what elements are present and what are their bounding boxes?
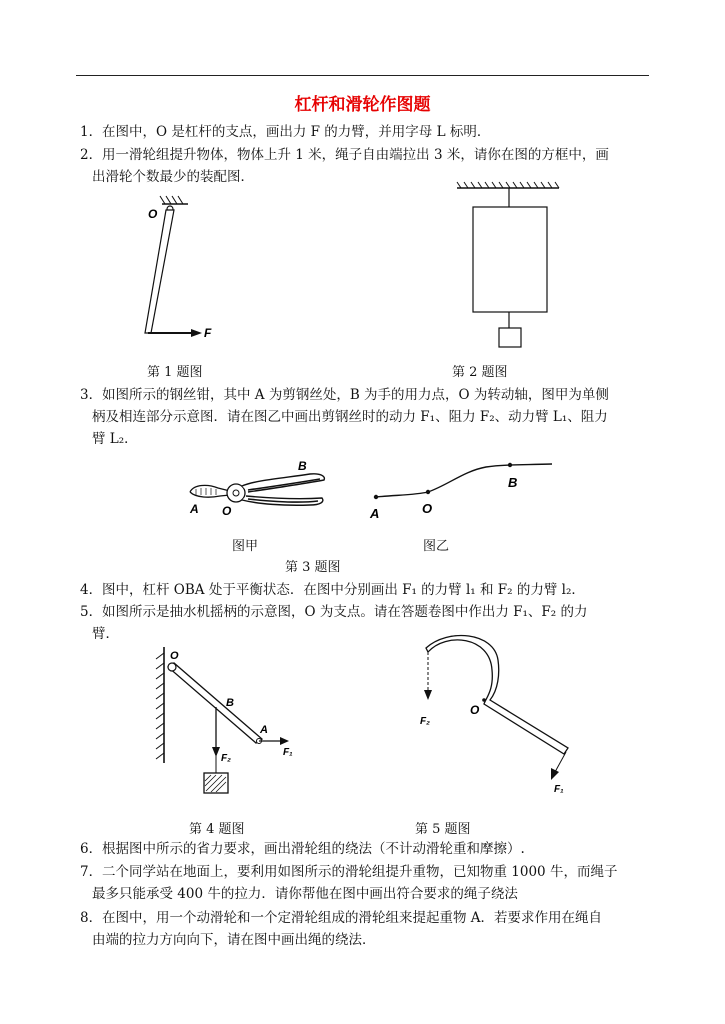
answer-box xyxy=(473,207,547,312)
hatch-mark xyxy=(166,196,171,204)
question-text: 根据图中所示的省力要求，画出滑轮组的绕法（不计动滑轮重和摩擦）. xyxy=(102,841,525,857)
pivot-o xyxy=(168,663,176,671)
point-b xyxy=(508,463,512,467)
force-f1-arrow xyxy=(555,752,566,772)
question-8 xyxy=(80,907,650,951)
arrowhead xyxy=(424,690,432,700)
figure-4-caption: 第 4 题图 xyxy=(189,822,245,837)
figure-5-caption: 第 5 题图 xyxy=(415,822,471,837)
figure-2-box xyxy=(455,182,565,352)
figure-1-caption: 第 1 题图 xyxy=(147,365,203,380)
question-text-line3: 臂 L₂． xyxy=(92,431,138,447)
question-6 xyxy=(80,838,650,860)
figure-3-schematic xyxy=(366,455,556,521)
question-number: 8． xyxy=(80,910,103,926)
question-number: 3． xyxy=(80,387,103,403)
handle-bar xyxy=(426,636,568,755)
hatch-mark xyxy=(160,196,165,204)
question-text-line1: 用一滑轮组提升物体，物体上升 1 米，绳子自由端拉出 3 米，请你在图的方框中，画 xyxy=(102,147,609,163)
hatch-mark xyxy=(172,196,177,204)
label-b: B xyxy=(226,697,234,709)
point-o xyxy=(426,490,430,494)
label-a: A xyxy=(190,502,199,516)
lever-bar xyxy=(168,663,262,743)
label-f: F xyxy=(204,326,212,340)
lever-bar xyxy=(145,210,174,333)
label-o: O xyxy=(470,703,480,717)
ceiling-hatching xyxy=(457,182,559,188)
weight-block xyxy=(499,328,521,347)
label-f2: F₂ xyxy=(221,753,231,764)
figure-3-caption: 第 3 题图 xyxy=(285,560,341,575)
label-o: O xyxy=(422,501,433,516)
wall-hatching xyxy=(156,653,164,759)
question-text-line2: 最多只能承受 400 牛的拉力．请你帮他在图中画出符合要求的绳子绕法 xyxy=(92,886,518,902)
question-number: 5． xyxy=(80,604,103,620)
question-3 xyxy=(80,384,650,450)
arrowhead xyxy=(551,768,559,780)
question-number: 4． xyxy=(80,582,103,598)
label-f1: F₁ xyxy=(283,747,293,758)
arrowhead xyxy=(280,737,289,745)
figure-3-sub-b: 图乙 xyxy=(423,539,450,554)
figure-5-pump-handle xyxy=(412,630,582,800)
label-b: B xyxy=(298,459,307,473)
question-text-line1: 二个同学站在地面上，要利用如图所示的滑轮组提升重物，已知物重 1000 牛，而绳子 xyxy=(102,864,618,880)
question-text-line2: 臂． xyxy=(92,626,119,642)
label-f1: F₁ xyxy=(554,784,564,795)
label-f2: F₂ xyxy=(420,716,430,727)
question-text-line2: 出滑轮个数最少的装配图． xyxy=(92,169,254,185)
point-a xyxy=(374,495,378,499)
pliers-handle-lower xyxy=(242,496,323,505)
question-number: 6． xyxy=(80,841,103,857)
label-o: O xyxy=(222,504,232,518)
label-a: A xyxy=(260,724,268,736)
lever-curve xyxy=(376,464,552,497)
label-b: B xyxy=(508,475,518,490)
question-text-line2: 由端的拉力方向向下，请在图中画出绳的绕法． xyxy=(92,932,376,948)
figure-4-lever xyxy=(150,643,310,803)
pliers-pivot-pin xyxy=(233,490,239,496)
figure-2-caption: 第 2 题图 xyxy=(452,365,508,380)
label-a: A xyxy=(370,506,380,521)
question-7 xyxy=(80,861,650,905)
question-number: 1． xyxy=(80,124,103,140)
question-1 xyxy=(80,121,650,143)
label-o: O xyxy=(170,650,179,662)
figure-3-sub-a: 图甲 xyxy=(232,539,259,554)
question-text-line1: 如图所示是抽水机摇柄的示意图，O 为支点。请在答题卷图中作出力 F₁、F₂ 的力 xyxy=(102,604,588,620)
figure-3-pliers xyxy=(184,458,334,520)
top-rule xyxy=(76,75,649,76)
question-4 xyxy=(80,579,650,601)
question-text-line1: 如图所示的钢丝钳，其中 A 为剪钢丝处，B 为手的用力点，O 为转动轴，图甲为单侧 xyxy=(102,387,609,403)
arrowhead xyxy=(191,329,202,337)
page-title: 杠杆和滑轮作图题 xyxy=(294,95,431,115)
label-o: O xyxy=(148,207,158,221)
question-text-line1: 在图中，用一个动滑轮和一个定滑轮组成的滑轮组来提起重物 A．若要求作用在绳自 xyxy=(102,910,603,926)
question-number: 2． xyxy=(80,147,103,163)
hatch-mark xyxy=(178,196,183,204)
figure-1-lever xyxy=(130,192,230,342)
pivot-o xyxy=(482,698,486,702)
question-text-line2: 柄及相连部分示意图．请在图乙中画出剪钢丝时的动力 F₁、阻力 F₂、动力臂 L₁、阻力 xyxy=(92,409,608,425)
question-number: 7． xyxy=(80,864,103,880)
question-text: 在图中，O 是杠杆的支点，画出力 F 的力臂，并用字母 L 标明． xyxy=(102,124,491,140)
question-text: 图中，杠杆 OBA 处于平衡状态．在图中分别画出 F₁ 的力臂 l₁ 和 F₂ 的力臂 l₂． xyxy=(102,582,585,598)
